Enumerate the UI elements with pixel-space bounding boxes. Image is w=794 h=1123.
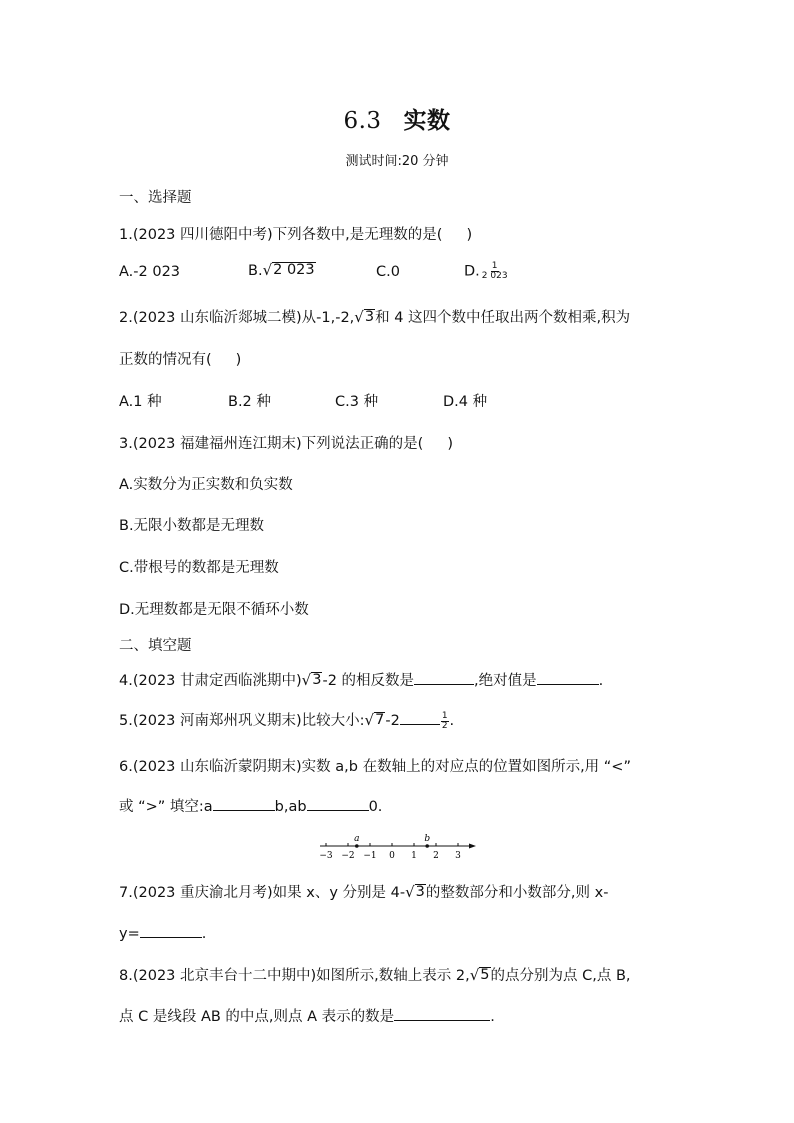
answer-blank[interactable]	[400, 709, 440, 725]
q2-option-d: D.4 种	[443, 394, 488, 410]
axis-tick-label: 0	[389, 851, 395, 861]
point-b-label: b	[424, 834, 431, 844]
axis-tick-label: 2	[433, 851, 439, 861]
question-8-line-2: 点 C 是线段 AB 的中点,则点 A 表示的数是 .	[119, 1005, 495, 1026]
q2-option-c: C.3 种	[335, 394, 379, 410]
question-2-line-1: 2.(2023 山东临沂郯城二模)从-1,-2, √ 3 和 4 这四个数中任取出两个数相乘,积为	[119, 308, 631, 326]
q2-option-a: A.1 种	[119, 394, 162, 410]
point-a	[355, 844, 359, 848]
answer-blank[interactable]	[537, 669, 599, 685]
q3-option-a: A.实数分为正实数和负实数	[119, 477, 293, 493]
title-number: 6.3	[343, 108, 382, 134]
answer-blank[interactable]	[394, 1005, 490, 1021]
answer-blank[interactable]	[213, 795, 275, 811]
question-3: 3.(2023 福建福州连江期末)下列说法正确的是( )	[119, 436, 453, 452]
q3-option-d: D.无理数都是无限不循环小数	[119, 602, 309, 618]
question-6-line-2: 或 “>” 填空:a b,ab 0.	[119, 795, 382, 816]
question-5: 5.(2023 河南郑州巩义期末)比较大小: √ 7 -2 $\frac{1}{2}$ .	[119, 710, 455, 731]
question-6-line-1: 6.(2023 山东临沂蒙阴期末)实数 a,b 在数轴上的对应点的位置如图所示,用 “<”	[119, 759, 631, 775]
q3-option-c: C.带根号的数都是无理数	[119, 560, 279, 576]
axis-tick-label: −2	[341, 851, 355, 861]
question-1: 1.(2023 四川德阳中考)下列各数中,是无理数的是( )	[119, 227, 473, 243]
section-choice: 一、选择题	[119, 190, 192, 206]
axis-tick-label: 3	[455, 851, 461, 861]
answer-blank[interactable]	[307, 795, 369, 811]
test-time: 测试时间:20 分钟	[345, 154, 449, 169]
axis-tick-label: −3	[319, 851, 333, 861]
q3-option-b: B.无限小数都是无理数	[119, 518, 265, 534]
point-b	[425, 844, 429, 848]
axis-tick-label: −1	[363, 851, 377, 861]
q1-option-b: B. √ 2 023	[248, 261, 315, 280]
axis-tick-label: 1	[411, 851, 417, 861]
q1-option-d: D. $\frac{1}{2 023}$	[464, 261, 508, 281]
question-2-line-2: 正数的情况有( )	[119, 352, 242, 368]
number-line-figure	[316, 826, 481, 866]
point-a-label: a	[354, 834, 360, 844]
section-fill: 二、填空题	[119, 638, 192, 654]
question-7-line-2: y= .	[119, 922, 206, 942]
page-title	[0, 102, 794, 135]
axis-arrow	[469, 844, 476, 849]
q2-option-b: B.2 种	[228, 394, 271, 410]
q1-option-a: A.-2 023	[119, 264, 181, 280]
answer-blank[interactable]	[140, 922, 202, 938]
title-text: 实数	[403, 107, 451, 134]
answer-blank[interactable]	[414, 669, 474, 685]
q1-option-c: C.0	[376, 264, 400, 280]
question-7-line-1: 7.(2023 重庆渝北月考)如果 x、y 分别是 4- √ 3 的整数部分和小数部分,则 x-	[119, 883, 609, 901]
question-8-line-1: 8.(2023 北京丰台十二中期中)如图所示,数轴上表示 2, √ 5 的点分别为点 C,点 B,	[119, 966, 631, 984]
question-4: 4.(2023 甘肃定西临洮期中) √ 3 -2 的相反数是 ,绝对值是 .	[119, 671, 604, 689]
